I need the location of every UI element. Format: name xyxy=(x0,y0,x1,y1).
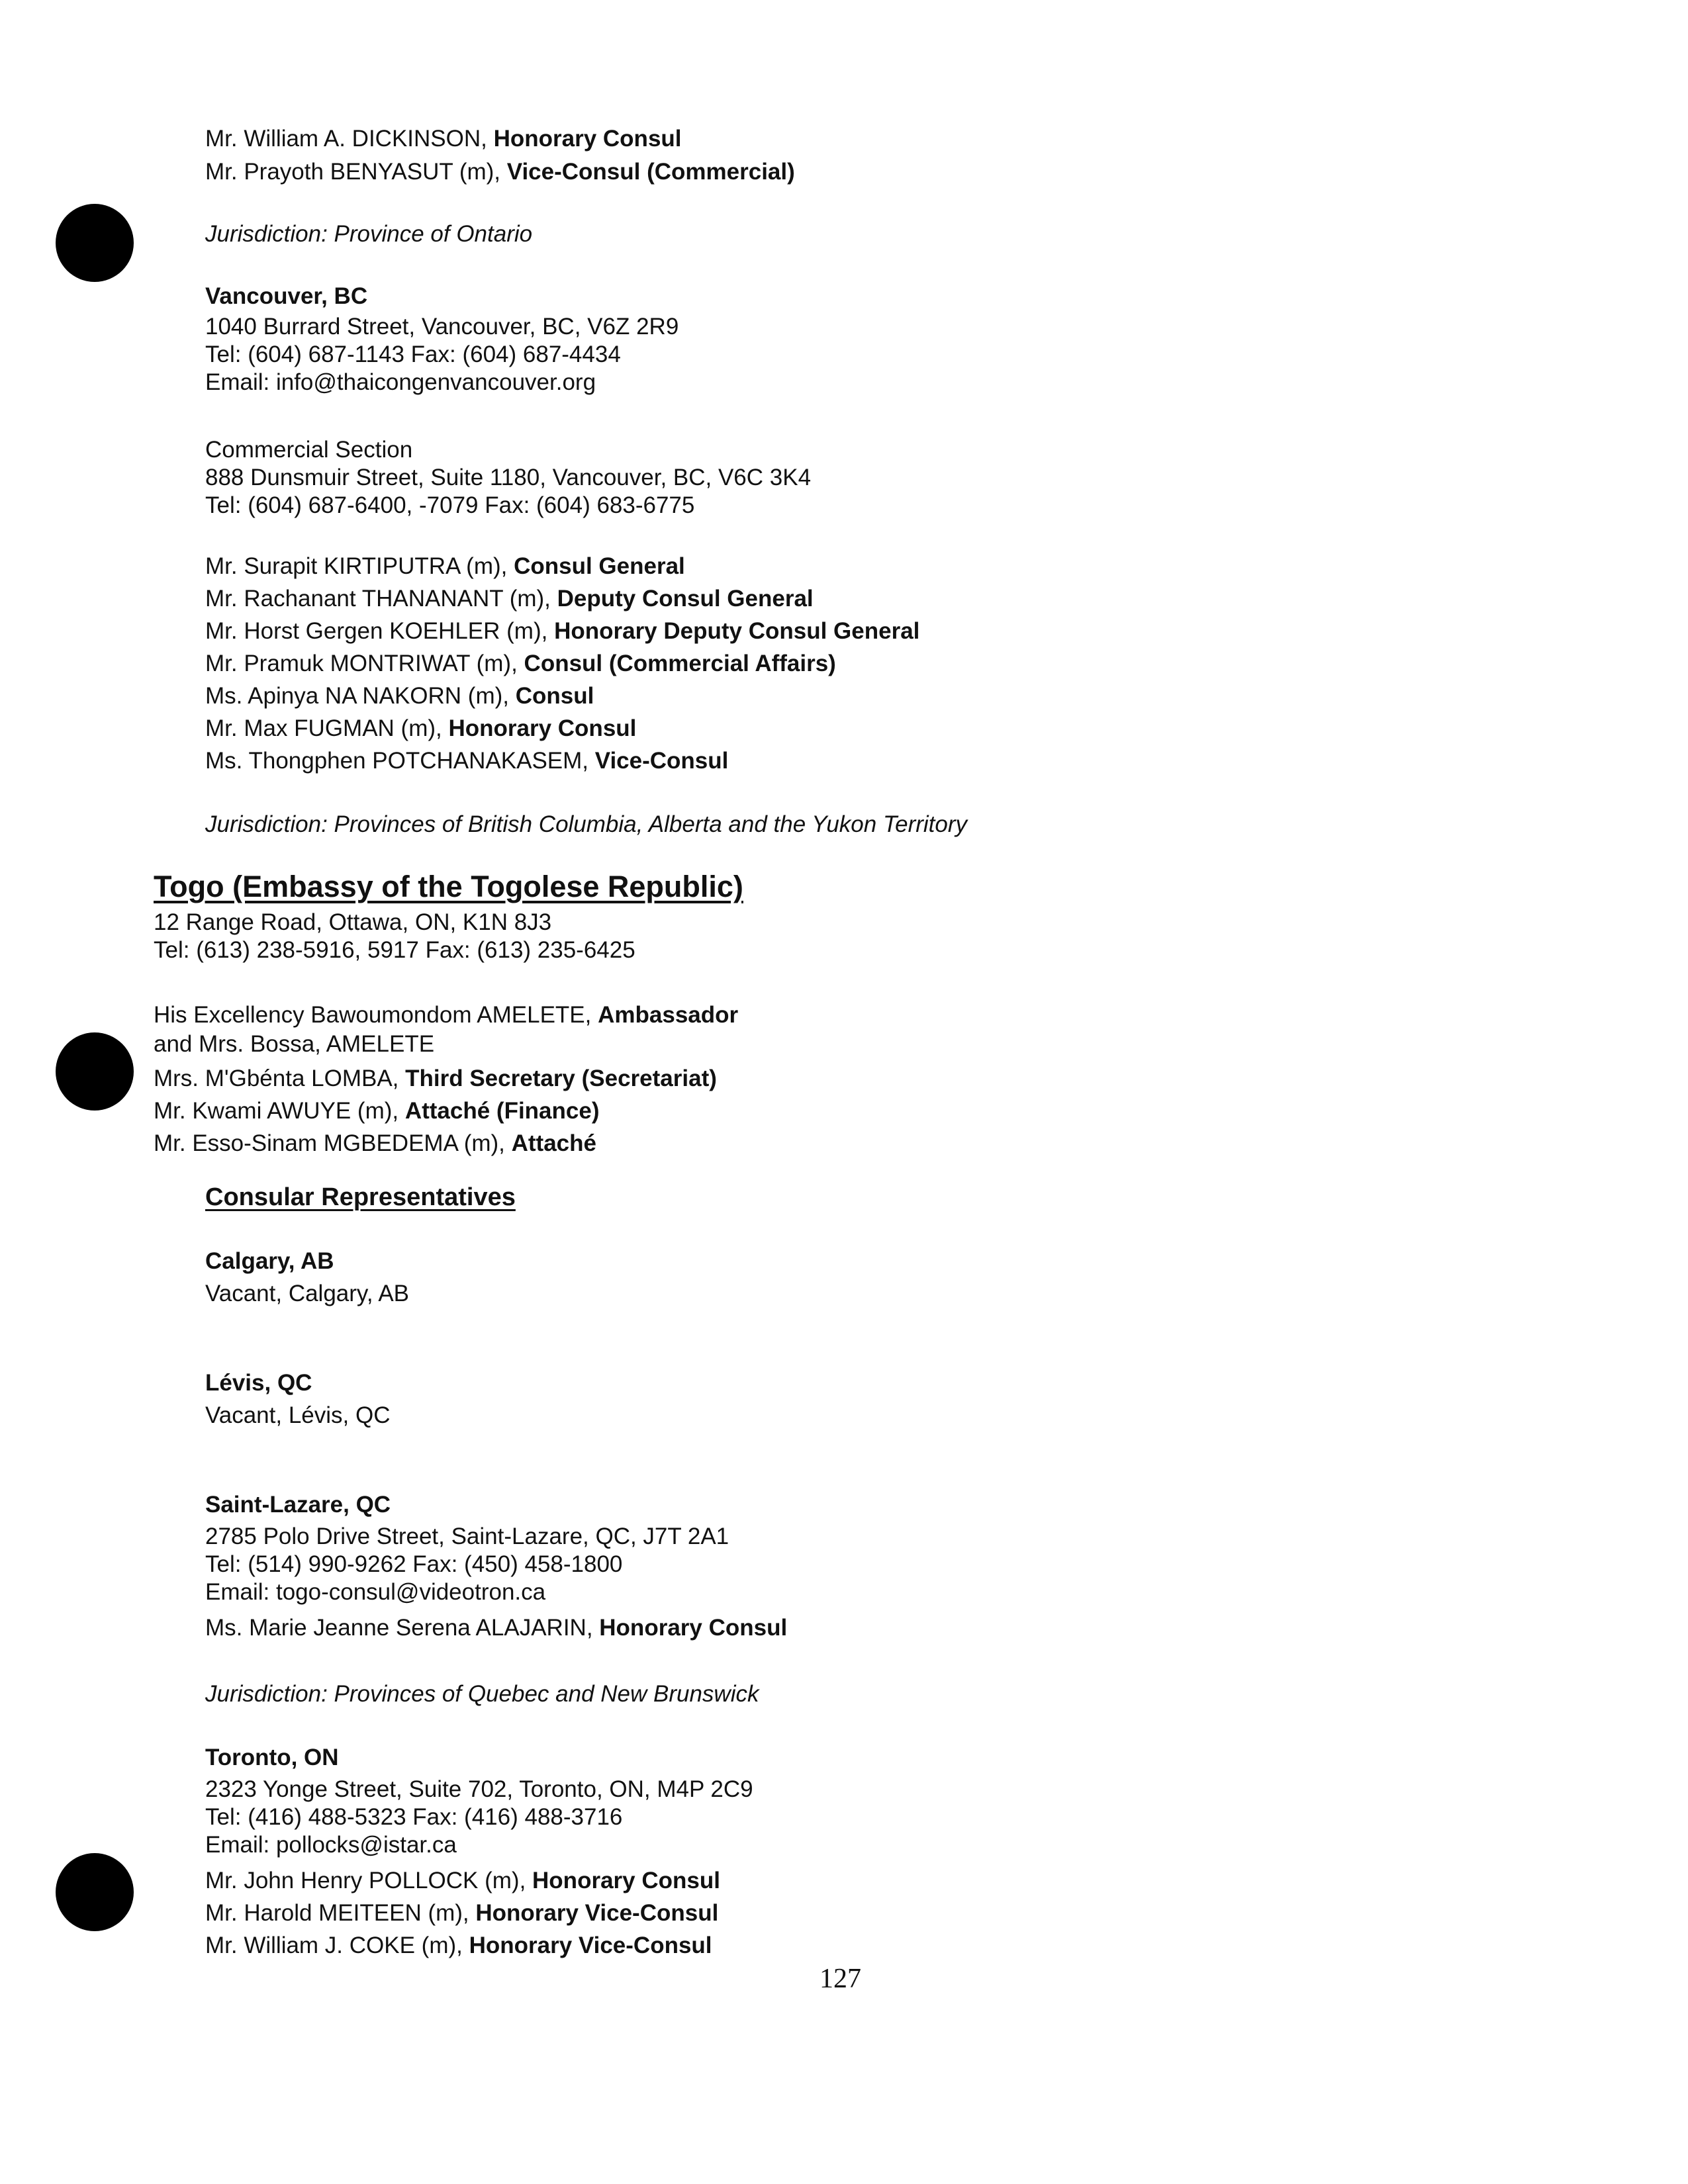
ontario-jurisdiction: Jurisdiction: Province of Ontario xyxy=(205,221,533,247)
person-title: Consul (Commercial Affairs) xyxy=(524,651,836,676)
toronto-email: Email: pollocks@istar.ca xyxy=(205,1832,457,1858)
toronto-heading: Toronto, ON xyxy=(205,1745,339,1770)
person-line xyxy=(154,1130,596,1157)
person-name: Ms. Thongphen POTCHANAKASEM, xyxy=(205,748,595,774)
togo-address: 12 Range Road, Ottawa, ON, K1N 8J3 xyxy=(154,909,552,935)
person-line xyxy=(205,1615,787,1641)
person-name: Mr. Rachanant THANANANT (m), xyxy=(205,586,557,612)
person-line xyxy=(205,618,919,645)
person-name: Ms. Apinya NA NAKORN (m), xyxy=(205,683,516,709)
saint-lazare-tel: Tel: (514) 990-9262 Fax: (450) 458-1800 xyxy=(205,1551,623,1577)
vancouver-jurisdiction: Jurisdiction: Provinces of British Columbia, Alberta and the Yukon Territory xyxy=(205,811,968,837)
commercial-section-heading: Commercial Section xyxy=(205,437,413,463)
person-name: Mr. John Henry POLLOCK (m), xyxy=(205,1868,533,1893)
person-title: Vice-Consul xyxy=(594,748,729,774)
person-title: Honorary Vice-Consul xyxy=(475,1900,719,1926)
saint-lazare-email: Email: togo-consul@videotron.ca xyxy=(205,1579,546,1605)
consular-representatives-heading: Consular Representatives xyxy=(205,1183,516,1211)
person-name: His Excellency Bawoumondom AMELETE, xyxy=(154,1002,598,1028)
person-line xyxy=(205,715,636,742)
person-title: Attaché (Finance) xyxy=(404,1098,600,1124)
vancouver-tel: Tel: (604) 687-1143 Fax: (604) 687-4434 xyxy=(205,341,621,367)
togo-tel: Tel: (613) 238-5916, 5917 Fax: (613) 235-6425 xyxy=(154,937,635,963)
person-title: Consul General xyxy=(514,553,685,579)
vancouver-heading: Vancouver, BC xyxy=(205,283,368,309)
toronto-tel: Tel: (416) 488-5323 Fax: (416) 488-3716 xyxy=(205,1804,623,1830)
calgary-line: Vacant, Calgary, AB xyxy=(205,1281,410,1306)
commercial-section-address: 888 Dunsmuir Street, Suite 1180, Vancouver, BC, V6C 3K4 xyxy=(205,465,812,490)
person-line xyxy=(205,126,682,152)
vancouver-email: Email: info@thaicongenvancouver.org xyxy=(205,369,596,395)
person-title: Honorary Consul xyxy=(448,715,637,741)
person-title: Consul xyxy=(515,683,594,709)
person-name: Mr. William J. COKE (m), xyxy=(205,1933,469,1958)
person-line xyxy=(154,1066,717,1092)
person-name: Mr. Kwami AWUYE (m), xyxy=(154,1098,405,1124)
person-title: Honorary Deputy Consul General xyxy=(554,618,920,644)
person-name: Mr. William A. DICKINSON, xyxy=(205,126,494,152)
levis-line: Vacant, Lévis, QC xyxy=(205,1402,391,1428)
person-name: Mr. Max FUGMAN (m), xyxy=(205,715,449,741)
levis-heading: Lévis, QC xyxy=(205,1370,312,1396)
person-line xyxy=(154,1098,599,1124)
toronto-address: 2323 Yonge Street, Suite 702, Toronto, ON, M4P 2C9 xyxy=(205,1776,753,1802)
spouse-line: and Mrs. Bossa, AMELETE xyxy=(154,1031,435,1057)
saint-lazare-address: 2785 Polo Drive Street, Saint-Lazare, QC, J7T 2A1 xyxy=(205,1524,729,1549)
person-line xyxy=(205,1868,720,1894)
person-title: Vice-Consul (Commercial) xyxy=(506,159,795,185)
person-line xyxy=(154,1002,738,1028)
person-line xyxy=(205,748,728,774)
person-title: Attaché xyxy=(511,1130,596,1156)
person-title: Honorary Consul xyxy=(532,1868,720,1893)
saint-lazare-jurisdiction: Jurisdiction: Provinces of Quebec and New Brunswick xyxy=(205,1681,759,1707)
person-title: Third Secretary (Secretariat) xyxy=(405,1066,717,1091)
person-line xyxy=(205,1933,712,1959)
person-title: Deputy Consul General xyxy=(557,586,814,612)
page-number: 127 xyxy=(820,1964,861,1994)
punch-hole-top xyxy=(56,204,134,282)
person-name: Mr. Horst Gergen KOEHLER (m), xyxy=(205,618,555,644)
person-name: Ms. Marie Jeanne Serena ALAJARIN, xyxy=(205,1615,600,1641)
person-name: Mr. Esso-Sinam MGBEDEMA (m), xyxy=(154,1130,512,1156)
person-name: Mr. Harold MEITEEN (m), xyxy=(205,1900,476,1926)
person-name: Mr. Pramuk MONTRIWAT (m), xyxy=(205,651,524,676)
punch-hole-bottom xyxy=(56,1853,134,1931)
person-line xyxy=(205,553,685,580)
togo-heading: Togo (Embassy of the Togolese Republic) xyxy=(154,870,743,903)
commercial-section-tel: Tel: (604) 687-6400, -7079 Fax: (604) 683-6775 xyxy=(205,492,695,518)
person-line xyxy=(205,586,814,612)
vancouver-address: 1040 Burrard Street, Vancouver, BC, V6Z 2R9 xyxy=(205,314,679,340)
person-line xyxy=(205,159,795,185)
punch-hole-middle xyxy=(56,1032,134,1111)
person-line xyxy=(205,683,594,709)
person-title: Ambassador xyxy=(598,1002,739,1028)
person-title: Honorary Vice-Consul xyxy=(469,1933,712,1958)
person-title: Honorary Consul xyxy=(599,1615,788,1641)
person-name: Mr. Surapit KIRTIPUTRA (m), xyxy=(205,553,514,579)
person-title: Honorary Consul xyxy=(493,126,682,152)
saint-lazare-heading: Saint-Lazare, QC xyxy=(205,1492,391,1518)
person-line xyxy=(205,1900,718,1927)
person-name: Mrs. M'Gbénta LOMBA, xyxy=(154,1066,406,1091)
person-name: Mr. Prayoth BENYASUT (m), xyxy=(205,159,507,185)
calgary-heading: Calgary, AB xyxy=(205,1248,334,1274)
person-line xyxy=(205,651,836,677)
